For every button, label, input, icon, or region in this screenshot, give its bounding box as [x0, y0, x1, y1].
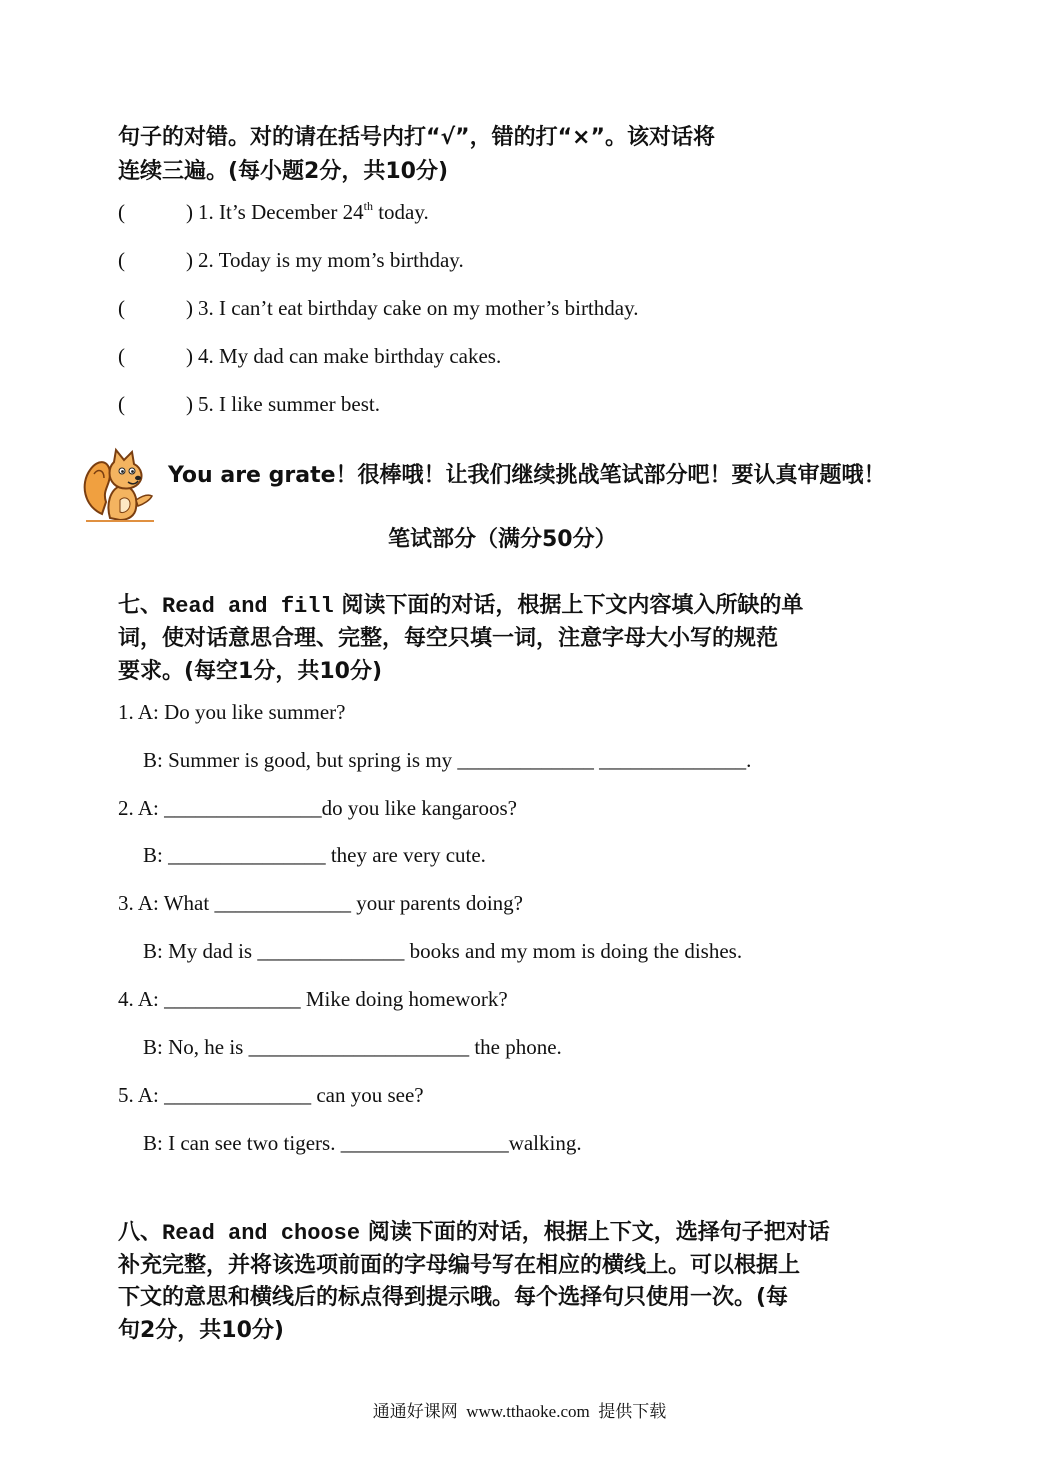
judge-item-number: 2.	[198, 248, 214, 272]
answer-paren-open[interactable]: (	[118, 248, 125, 272]
section8-heading-line3: 下文的意思和横线后的标点得到提示哦。每个选择句只使用一次。(每	[118, 1285, 789, 1310]
section7-heading-line1	[118, 588, 803, 619]
section8-number: 八、	[118, 1220, 163, 1245]
judge-item	[118, 344, 918, 372]
judge-item-number: 5.	[198, 392, 214, 416]
written-part-title: 笔试部分（满分50分）	[388, 527, 617, 552]
fill-item-answer[interactable]: B: My dad is ______________ books and my mom is doing the dishes.	[143, 939, 743, 963]
judge-item	[118, 200, 918, 228]
judge-item-text	[198, 296, 638, 321]
section8-english-title: Read and choose	[162, 1221, 361, 1246]
fill-item-question[interactable]: 3. A: What _____________ your parents doing?	[118, 891, 523, 915]
section7-number: 七、	[118, 593, 163, 618]
answer-paren-close: )	[186, 200, 193, 224]
judge-item-text-main: I like summer best.	[219, 392, 380, 416]
listening-instruction-line2: 连续三遍。(每小题2分，共10分)	[118, 159, 449, 184]
judge-item-text	[198, 392, 380, 417]
judge-item-text-main: Today is my mom’s birthday.	[218, 248, 464, 272]
judge-item-text-main: It’s December 24	[219, 200, 364, 224]
fill-item-question: 1. A: Do you like summer?	[118, 700, 346, 724]
judge-item	[118, 296, 918, 324]
answer-paren-open[interactable]: (	[118, 200, 125, 224]
section8-heading-line4: 句2分，共10分)	[118, 1318, 284, 1343]
section8-heading-line1	[118, 1215, 830, 1246]
fill-item-answer[interactable]: B: No, he is _____________________ the phone.	[143, 1035, 562, 1059]
section7-english-title: Read and fill	[162, 594, 334, 619]
ordinal-suffix: th	[363, 199, 373, 213]
section7-heading-line2: 词，使对话意思合理、完整，每空只填一词，注意字母大小写的规范	[118, 626, 779, 651]
listening-instruction-line1: 句子的对错。对的请在括号内打“√”，错的打“×”。该对话将	[118, 125, 715, 150]
fill-item-answer[interactable]: B: I can see two tigers. ________________walking.	[143, 1131, 582, 1155]
squirrel-mascot-icon	[80, 444, 160, 524]
answer-paren-open[interactable]: (	[118, 296, 125, 320]
answer-paren-open[interactable]: (	[118, 392, 125, 416]
section7-heading-line3: 要求。(每空1分，共10分)	[118, 659, 383, 684]
judge-item-text-main: I can’t eat birthday cake on my mother’s birthday.	[219, 296, 639, 320]
judge-item-number: 1.	[198, 200, 214, 224]
fill-item-question[interactable]: 2. A: _______________do you like kangaroos?	[118, 796, 517, 820]
answer-paren-close: )	[186, 392, 193, 416]
judge-item	[118, 392, 918, 420]
fill-item-answer[interactable]: B: _______________ they are very cute.	[143, 843, 486, 867]
judge-item-text-rest: today.	[372, 200, 429, 224]
judge-item-number: 4.	[198, 344, 214, 368]
judge-item-text	[198, 344, 501, 369]
judge-item	[118, 248, 918, 276]
fill-item-question[interactable]: 4. A: _____________ Mike doing homework?	[118, 987, 508, 1011]
answer-paren-close: )	[186, 296, 193, 320]
page-footer: 通通好课网 www.tthaoke.com 提供下载	[372, 1402, 667, 1421]
encouragement-text: You are grate！很棒哦！让我们继续挑战笔试部分吧！要认真审题哦！	[168, 463, 886, 488]
section8-heading-line2: 补充完整，并将该选项前面的字母编号写在相应的横线上。可以根据上	[118, 1253, 801, 1278]
fill-item-answer[interactable]: B: Summer is good, but spring is my _____________ ______________.	[143, 748, 752, 772]
judge-item-text	[198, 248, 464, 273]
section7-instruction: 阅读下面的对话，根据上下文内容填入所缺的单	[333, 593, 804, 618]
answer-paren-open[interactable]: (	[118, 344, 125, 368]
section8-instruction: 阅读下面的对话，根据上下文，选择句子把对话	[360, 1220, 830, 1245]
answer-paren-close: )	[186, 344, 193, 368]
judge-item-number: 3.	[198, 296, 214, 320]
judge-item-text-main: My dad can make birthday cakes.	[219, 344, 502, 368]
fill-item-question[interactable]: 5. A: ______________ can you see?	[118, 1083, 424, 1107]
judge-item-text	[198, 200, 429, 225]
answer-paren-close: )	[186, 248, 193, 272]
